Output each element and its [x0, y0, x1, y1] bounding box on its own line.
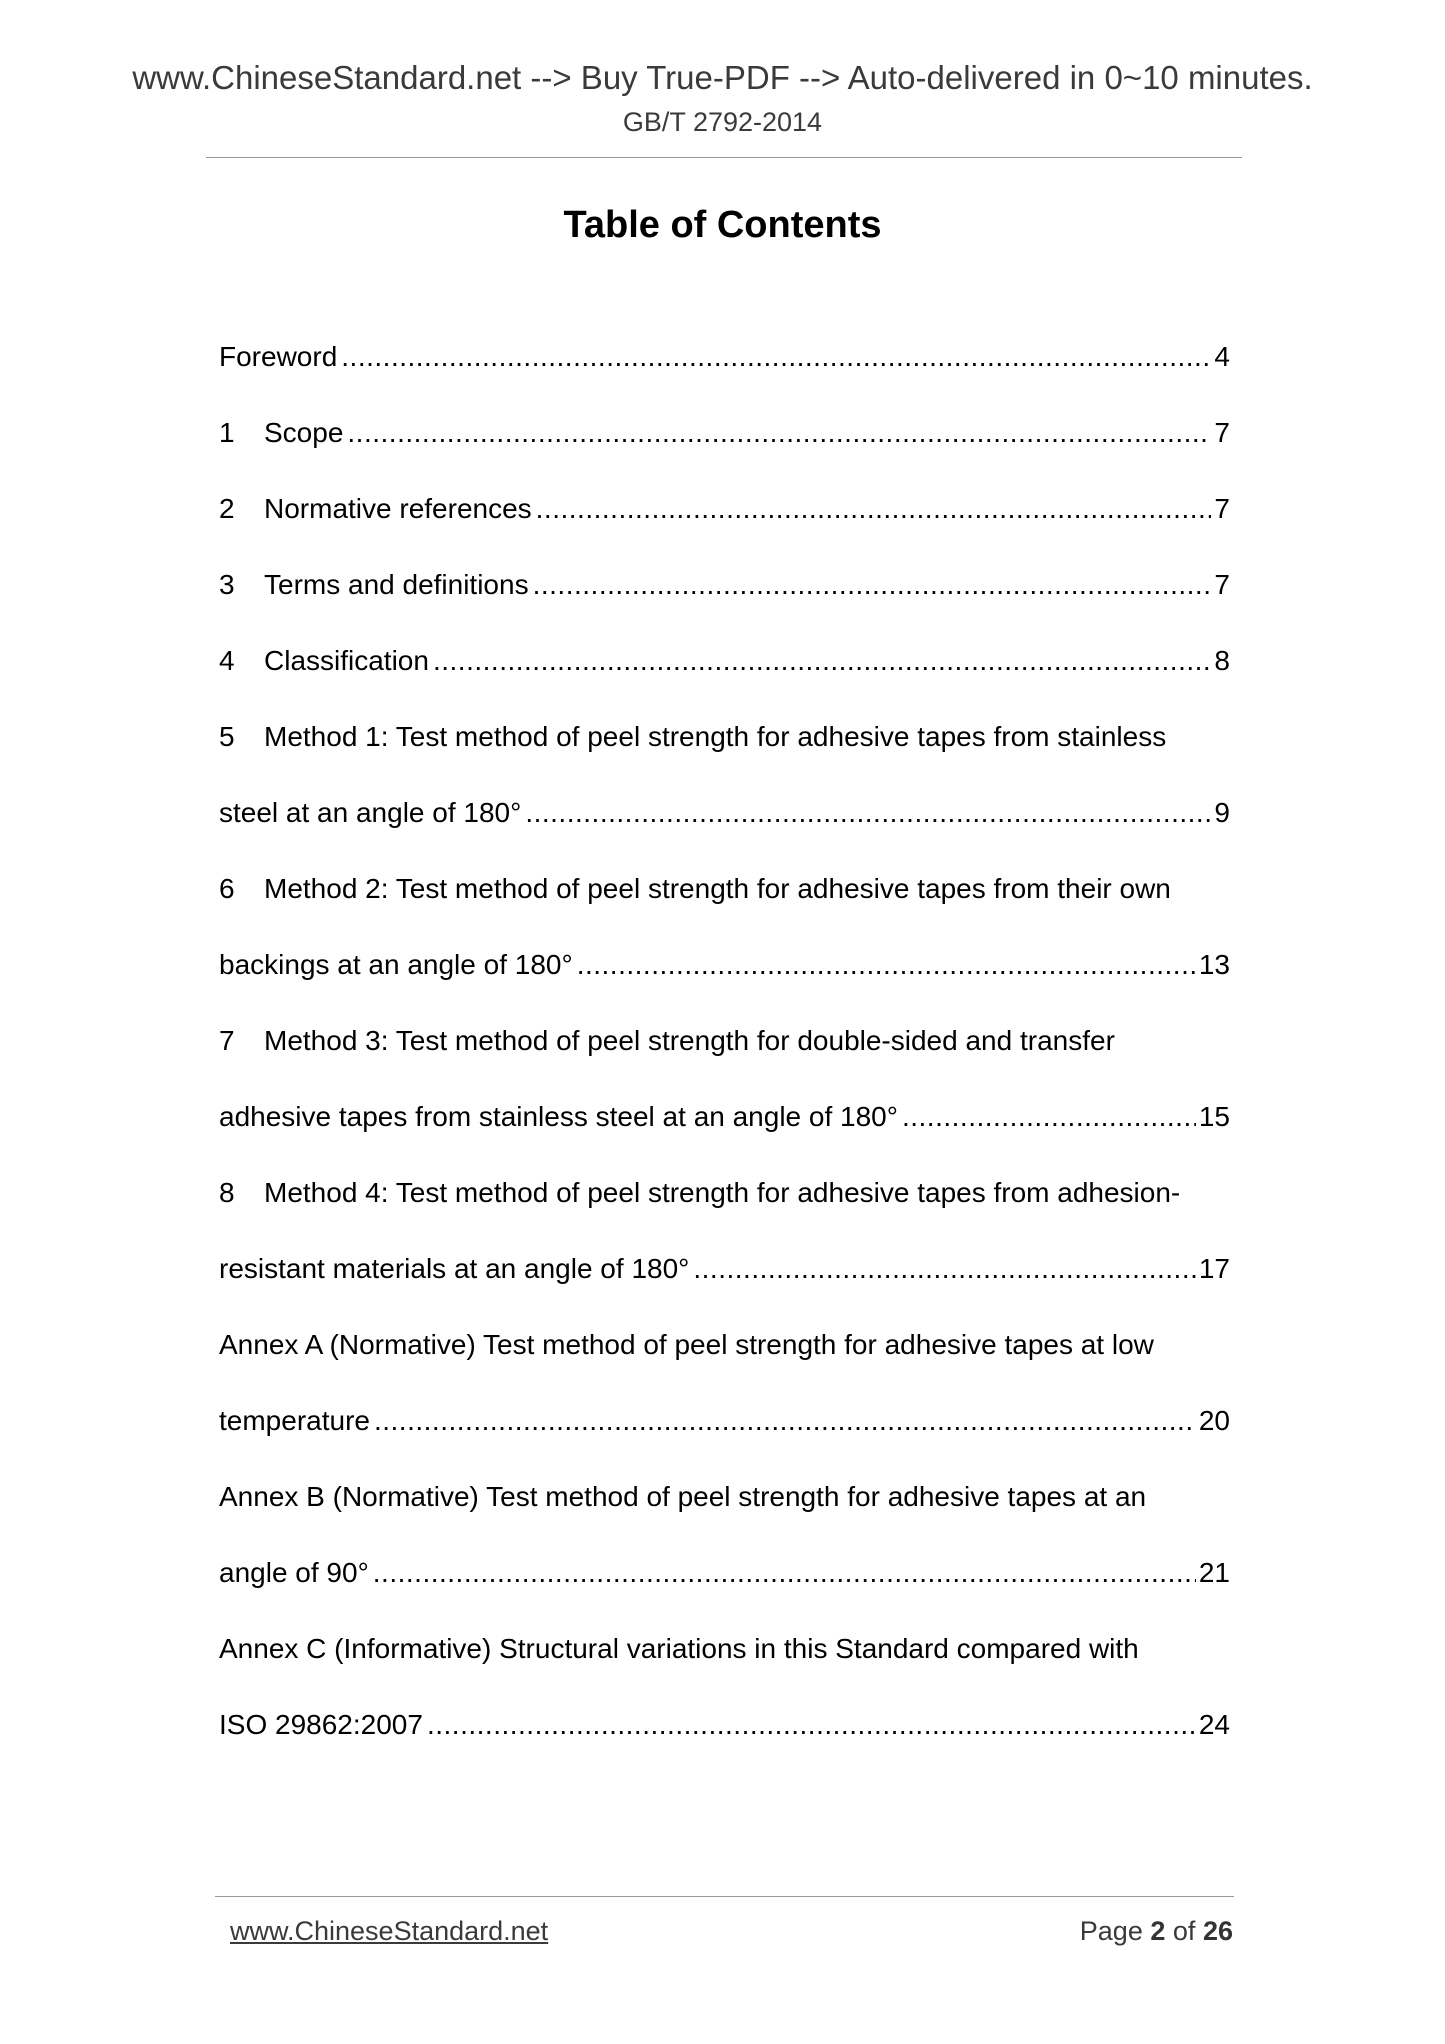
- toc-entry-text: angle of 90°: [219, 1557, 369, 1588]
- table-of-contents: [219, 319, 1230, 1763]
- toc-leader-dots: [577, 948, 1196, 982]
- header-divider: [206, 157, 1242, 158]
- footer-divider: [215, 1896, 1234, 1897]
- current-page-number: 2: [1150, 1916, 1166, 1946]
- toc-entry-method-3[interactable]: [219, 1003, 1230, 1079]
- toc-entry-annex-a[interactable]: [219, 1307, 1230, 1383]
- toc-entry-annex-b[interactable]: [219, 1459, 1230, 1535]
- footer-website-link[interactable]: www.ChineseStandard.net: [230, 1916, 549, 1946]
- toc-leader-dots: [902, 1100, 1196, 1134]
- toc-entry-foreword[interactable]: [219, 319, 1230, 395]
- toc-leader-dots: [533, 568, 1212, 602]
- toc-entry-text: Annex C (Informative) Structural variations in this Standard compared with: [219, 1633, 1139, 1664]
- toc-entry-method-3-cont[interactable]: [219, 1079, 1230, 1155]
- toc-entry-text: steel at an angle of 180°: [219, 797, 522, 828]
- toc-entry-scope[interactable]: [219, 395, 1230, 471]
- toc-entry-text: backings at an angle of 180°: [219, 949, 573, 980]
- page-title: Table of Contents: [563, 204, 882, 246]
- toc-entry-method-2[interactable]: [219, 851, 1230, 927]
- toc-entry-text: Method 4: Test method of peel strength for adhesive tapes from adhesion-: [264, 1177, 1181, 1208]
- page-of-label: of: [1172, 1916, 1196, 1946]
- toc-page-number: 17: [1198, 1253, 1230, 1284]
- page-label: Page: [1079, 1916, 1143, 1946]
- standard-number: GB/T 2792-2014: [622, 107, 823, 137]
- toc-clause-number: 6: [219, 873, 235, 904]
- toc-page-number: 21: [1198, 1557, 1230, 1588]
- footer-page-indicator: [1080, 1914, 1233, 1948]
- toc-leader-dots: [373, 1556, 1196, 1590]
- toc-entry-text: Method 1: Test method of peel strength for adhesive tapes from stainless: [264, 721, 1167, 752]
- toc-entry-annex-c-cont[interactable]: [219, 1687, 1230, 1763]
- toc-entry-method-4-cont[interactable]: [219, 1231, 1230, 1307]
- toc-entry-text: Normative references: [264, 493, 532, 524]
- toc-entry-text: Terms and definitions: [264, 569, 529, 600]
- toc-page-number: 7: [1214, 417, 1230, 448]
- toc-leader-dots: [536, 492, 1212, 526]
- toc-page-number: 13: [1198, 949, 1230, 980]
- toc-entry-text: Method 3: Test method of peel strength for double-sided and transfer: [264, 1025, 1115, 1056]
- toc-clause-number: 1: [219, 417, 235, 448]
- total-page-count: 26: [1202, 1916, 1233, 1946]
- toc-entry-annex-b-cont[interactable]: [219, 1535, 1230, 1611]
- toc-page-number: 8: [1214, 645, 1230, 676]
- toc-entry-text: resistant materials at an angle of 180°: [219, 1253, 690, 1284]
- toc-entry-method-1-cont[interactable]: [219, 775, 1230, 851]
- toc-leader-dots: [347, 416, 1211, 450]
- toc-leader-dots: [525, 796, 1211, 830]
- toc-page-number: 9: [1214, 797, 1230, 828]
- toc-leader-dots: [374, 1404, 1196, 1438]
- toc-clause-number: 2: [219, 493, 235, 524]
- toc-entry-normative-references[interactable]: [219, 471, 1230, 547]
- toc-entry-text: Method 2: Test method of peel strength for adhesive tapes from their own: [264, 873, 1171, 904]
- toc-page-number: 7: [1214, 569, 1230, 600]
- toc-clause-number: 5: [219, 721, 235, 752]
- toc-page-number: 4: [1214, 341, 1230, 372]
- toc-clause-number: 4: [219, 645, 235, 676]
- toc-entry-annex-c[interactable]: [219, 1611, 1230, 1687]
- toc-page-number: 7: [1214, 493, 1230, 524]
- toc-page-number: 24: [1198, 1709, 1230, 1740]
- toc-clause-number: 3: [219, 569, 235, 600]
- toc-entry-text: Annex B (Normative) Test method of peel strength for adhesive tapes at an: [219, 1481, 1147, 1512]
- toc-entry-text: temperature: [219, 1405, 370, 1436]
- toc-leader-dots: [693, 1252, 1195, 1286]
- toc-entry-method-2-cont[interactable]: [219, 927, 1230, 1003]
- toc-clause-number: 8: [219, 1177, 235, 1208]
- toc-entry-terms-definitions[interactable]: [219, 547, 1230, 623]
- toc-page-number: 20: [1198, 1405, 1230, 1436]
- toc-page-number: 15: [1198, 1101, 1230, 1132]
- toc-entry-text: Annex A (Normative) Test method of peel strength for adhesive tapes at low: [219, 1329, 1154, 1360]
- toc-leader-dots: [433, 644, 1211, 678]
- toc-entry-annex-a-cont[interactable]: [219, 1383, 1230, 1459]
- toc-clause-number: 7: [219, 1025, 235, 1056]
- toc-entry-method-1[interactable]: [219, 699, 1230, 775]
- toc-leader-dots: [427, 1708, 1196, 1742]
- toc-entry-method-4[interactable]: [219, 1155, 1230, 1231]
- toc-entry-text: Foreword: [219, 341, 338, 372]
- toc-leader-dots: [341, 340, 1211, 374]
- toc-entry-text: ISO 29862:2007: [219, 1709, 423, 1740]
- header-banner: www.ChineseStandard.net --> Buy True-PDF --> Auto-delivered in 0~10 minutes.: [132, 59, 1313, 96]
- toc-entry-text: Classification: [264, 645, 429, 676]
- toc-entry-classification[interactable]: [219, 623, 1230, 699]
- toc-entry-text: adhesive tapes from stainless steel at an angle of 180°: [219, 1101, 898, 1132]
- toc-entry-text: Scope: [264, 417, 344, 448]
